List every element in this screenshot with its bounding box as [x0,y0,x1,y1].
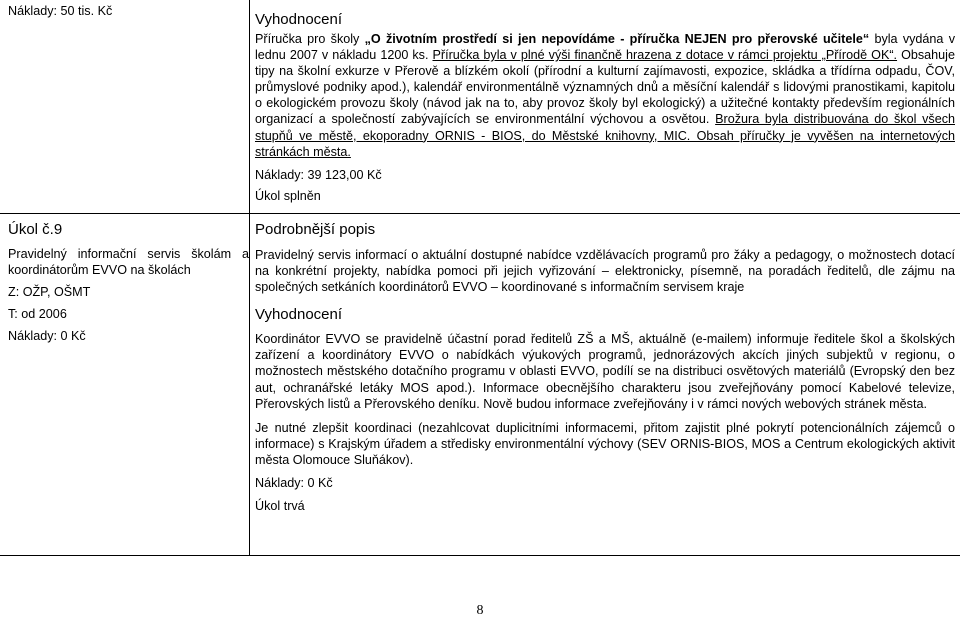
evaluation-paragraph: Koordinátor EVVO se pravidelně účastní porad ředitelů ZŠ a MŠ, aktuálně (e-mailem) informuje ředitele škol a školských zařízení a koordinátory EVVO o nabídkách výukových programů, jednorázových akcích jiných subjektů v regionu, o možnostech městského dotačního programu v oblasti EVVO, podílí se na distribuci osvětových materiálů (Evropský den bez aut, ochranářské letáky MOS apod.). Informace obecnějšího charakteru jsou zveřejňovány pomocí Kabelové televize, Přerovských listů a Přerovského deníku. Nově budou informace zveřejňovány i v rámci nových webových stránek města. [255,332,955,411]
table-bottom-border [0,555,960,556]
text-segment: Obsahuje tipy na školní exkurze v Přerově a blízkém okolí (přírodní a kulturní zajímavosti, expozice, skládka a třídírna odpadu, ČOV, průmyslové podniky apod.), kalendář environmentálně významných dnů a měsíční kalendář s lidovými pranostikami, kapitolu o ekologickém provozu školy (návod jak na to, aby provoz školy byl ekologický) a užitečné kontakty především regionálních organizací a společností zabývajících se environmentální výchovou a osvětou. [255,48,955,127]
row1-right-cell [255,11,955,204]
text-segment: Příručka pro školy [255,32,365,46]
row2-costs: Náklady: 0 Kč [255,476,333,491]
row-divider [0,213,960,214]
row1-left-costs: Náklady: 50 tis. Kč [8,4,113,18]
row2-status: Úkol trvá [255,499,305,514]
handbook-title: „O životním prostředí si jen nepovídáme - příručka NEJEN pro přerovské učitele“ [364,32,870,46]
row1-left-cell [8,3,249,19]
detail-heading: Podrobnější popis [255,221,376,238]
evaluation-heading: Vyhodnocení [255,11,343,28]
distribution-note: Brožura byla distribuována do škol všech stupňů ve městě, ekoporadny ORNIS - BIOS, do Městské knihovny, MIC. Obsah příručky je vyvěšen na internetových stránkách města. [255,112,955,159]
text-segment: byla vydána v lednu 2007 v nákladu 1200 ks. [255,32,956,63]
row2-left-costs: Náklady: 0 Kč [8,329,86,344]
column-divider-top [249,0,250,213]
detail-paragraph: Pravidelný servis informací o aktuální dostupné nabídce vzdělávacích programů pro žáky a pedagogy, o možnostech dotací na konkrétní projekty, nabídka pomoci při jejich vyřizování – elektronicky, písemně, na poradách ředitelů, dle zájmu na společných setkáních koordinátorů EVVO – koordinované s informačním servisem kraje [255,248,955,295]
evaluation-heading: Vyhodnocení [255,306,343,324]
term: T: od 2006 [8,307,67,322]
funding-note: Příručka byla v plné výši finančně hrazena z dotace v rámci projektu „Přírodě OK“. [432,48,898,63]
column-divider-bottom [249,214,250,555]
row1-costs: Náklady: 39 123,00 Kč [255,167,382,182]
task-number: Úkol č.9 [8,221,63,238]
task-title: Pravidelný informační servis školám a koordinátorům EVVO na školách [8,247,249,278]
row2-right-cell [255,221,955,514]
evaluation-paragraph [255,31,955,160]
responsible: Z: OŽP, OŠMT [8,285,91,300]
page-number: 8 [476,603,484,618]
row2-left-cell [8,221,249,344]
row1-status: Úkol splněn [255,188,321,203]
coordination-paragraph: Je nutné zlepšit koordinaci (nezahlcovat duplicitními informacemi, přitom zajistit plné pokrytí potencionálních zájemců o informace) s Krajským úřadem a středisky environmentální výchovy (SEV ORNIS-BIOS, MOS a Centrum ekologických aktivit města Olomouce Sluňákov). [255,420,955,467]
